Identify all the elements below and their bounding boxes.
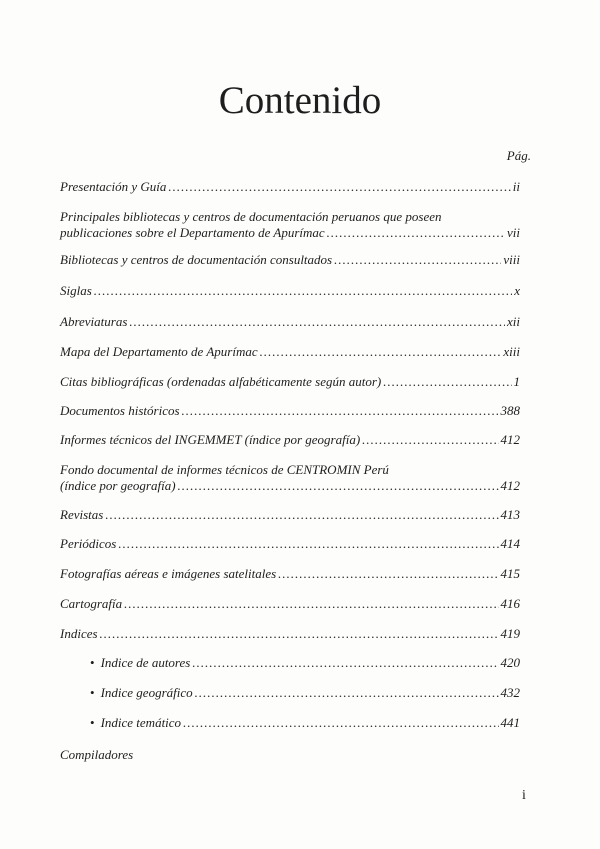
toc-entry [60, 179, 520, 195]
dot-leader [118, 536, 498, 552]
toc-entry-label: Periódicos [60, 536, 117, 551]
toc-entry [60, 536, 520, 552]
toc-entry-label: Fotografías aéreas e imágenes satelitales [60, 566, 277, 581]
toc-entry [60, 432, 520, 448]
toc-entry-label-line1: Fondo documental de informes técnicos de CENTROMIN Perú [60, 462, 389, 477]
toc-entry [90, 715, 520, 731]
toc-entry-label: Citas bibliográficas (ordenadas alfabéticamente según autor) [60, 374, 382, 389]
toc-entry-label: Cartografía [60, 596, 123, 611]
toc-entry-label: Documentos históricos [60, 403, 180, 418]
toc-entry-page: 416 [500, 596, 520, 611]
dot-leader [260, 344, 502, 360]
toc-entry-page: 412 [500, 432, 520, 447]
toc-entry [60, 403, 520, 419]
toc-entry [60, 314, 520, 330]
toc-entry-label: Indice geográfico [100, 685, 193, 700]
dot-leader [182, 403, 499, 419]
toc-entry [60, 209, 520, 241]
toc-entry-label: Revistas [60, 507, 104, 522]
toc-entry-label: Indices [60, 626, 98, 641]
toc-entry-page: vii [507, 225, 520, 240]
bullet-icon: • [90, 655, 95, 670]
bullet-icon: • [90, 685, 95, 700]
toc-entry-label: Siglas [60, 283, 92, 298]
toc-entry-page: 420 [500, 655, 520, 670]
toc-entry-label: Bibliotecas y centros de documentación consultados [60, 252, 333, 267]
bullet-icon: • [90, 715, 95, 730]
dot-leader [278, 566, 498, 582]
toc-entry [60, 566, 520, 582]
dot-leader [192, 655, 498, 671]
toc-entry [60, 507, 520, 523]
toc-entry-page: viii [503, 252, 520, 267]
toc-entry-page: 414 [500, 536, 520, 551]
toc-entry-page: x [514, 283, 520, 298]
toc-entry-label: Abreviaturas [60, 314, 128, 329]
dot-leader [94, 283, 512, 299]
toc-entry [60, 344, 520, 360]
toc-entry-page: xii [507, 314, 520, 329]
dot-leader [168, 179, 510, 195]
dot-leader [362, 432, 498, 448]
dot-leader [383, 374, 511, 390]
dot-leader [327, 225, 505, 241]
toc-entry [90, 685, 520, 701]
dot-leader [100, 626, 499, 642]
dot-leader [178, 478, 499, 494]
toc-entry-label-line1: Principales bibliotecas y centros de documentación peruanos que poseen [60, 209, 442, 224]
dot-leader [124, 596, 498, 612]
toc-entry-label: Presentación y Guía [60, 179, 167, 194]
page-number: i [522, 788, 526, 803]
toc-entry-page: 413 [500, 507, 520, 522]
toc-entry-page: 415 [500, 566, 520, 581]
toc-entry-page: 419 [500, 626, 520, 641]
toc-entry-label: Mapa del Departamento de Apurímac [60, 344, 258, 359]
toc-entry [60, 283, 520, 299]
toc-entry-page: 441 [500, 715, 520, 730]
toc-entry-page: 412 [500, 478, 520, 493]
toc-entry-label: (índice por geografía) [60, 478, 176, 493]
page-title: Contenido [218, 79, 382, 122]
dot-leader [129, 314, 505, 330]
toc-entry-label: publicaciones sobre el Departamento de Apurímac [60, 225, 325, 240]
toc-entry [90, 655, 520, 671]
toc-entry [60, 374, 520, 390]
dot-leader [334, 252, 501, 268]
toc-entry-label: Indice temático [100, 715, 182, 730]
toc-entry [60, 626, 520, 642]
toc-entry-page: 1 [513, 374, 520, 389]
dot-leader [195, 685, 499, 701]
toc-entry-page: ii [512, 179, 520, 194]
toc-entry-label: Indice de autores [100, 655, 191, 670]
toc-entry-label: Informes técnicos del INGEMMET (índice por geografía) [60, 432, 361, 447]
toc-entry [60, 596, 520, 612]
dot-leader [183, 715, 498, 731]
toc-entry [60, 747, 520, 763]
toc-entry-label: Compiladores [60, 747, 134, 762]
dot-leader [105, 507, 498, 523]
toc-entry-page: 432 [500, 685, 520, 700]
toc-entry [60, 462, 520, 494]
toc-entry [60, 252, 520, 268]
toc-entry-page: 388 [500, 403, 520, 418]
toc-entry-page: xiii [503, 344, 520, 359]
page-column-header: Pág. [506, 148, 531, 163]
